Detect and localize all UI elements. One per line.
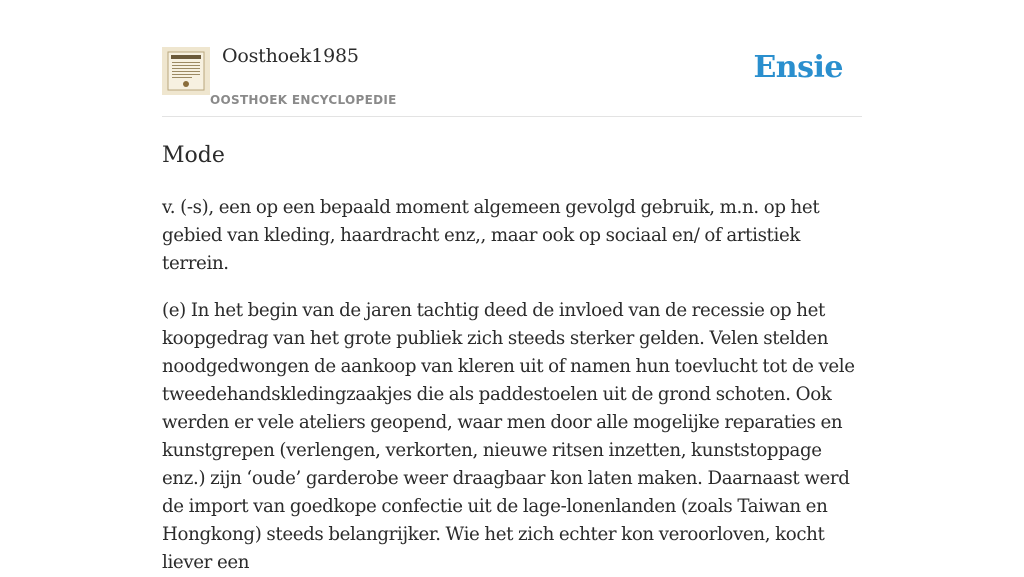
entry-title: Mode <box>162 143 225 168</box>
source-subtitle[interactable]: OOSTHOEK ENCYCLOPEDIE <box>210 93 397 107</box>
book-cover-icon <box>162 47 210 95</box>
source-title[interactable]: Oosthoek1985 <box>222 45 359 67</box>
definition-paragraph: v. (-s), een op een bepaald moment algemeen gevolgd gebruik, m.n. op het gebied van kleding, haardracht enz,, maar ook op sociaal en/ of artistiek terrein. <box>162 197 820 274</box>
body-paragraph: (e) In het begin van de jaren tachtig deed de invloed van de recessie op het koopgedrag van het grote publiek zich steeds sterker gelden. Velen stelden noodgedwongen de aankoop van kleren uit of namen hun toevlucht tot de vele tweedehandskledingzaakjes die als paddestoelen uit de grond schoten. Ook werden er vele ateliers geopend, waar men door alle mogelijke reparaties en kunstgrepen (verlengen, verkorten, nieuwe ritsen inzetten, kunststoppage enz.) zijn ‘oude’ garderobe weer draagbaar kon laten maken. Daarnaast werd de import van goedkope confectie uit de lage-lonenlanden (zoals Taiwan en Hongkong) steeds belangrijker. Wie het zich echter kon veroorloven, kocht liever een <box>162 300 855 573</box>
source-avatar[interactable] <box>162 47 210 95</box>
entry-header <box>162 0 862 117</box>
entry-page <box>162 0 862 573</box>
brand-logo-link[interactable]: Ensie <box>753 50 843 85</box>
